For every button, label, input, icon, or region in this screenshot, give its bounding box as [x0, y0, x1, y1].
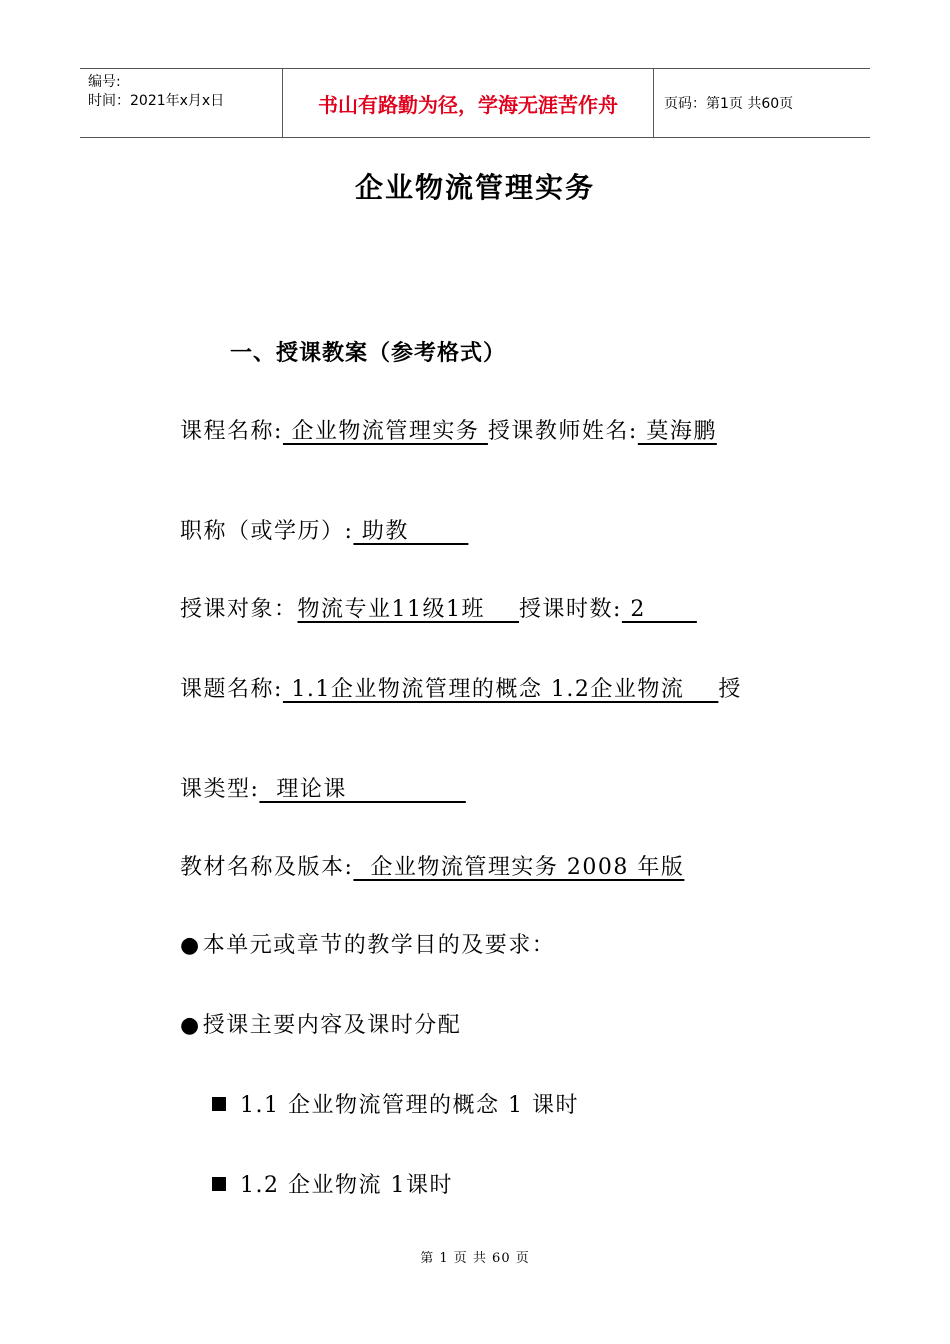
page-footer: 第 1 页 共 60 页: [420, 1251, 530, 1266]
teacher-label: 授课教师姓名:: [487, 419, 638, 444]
bullet-icon: ●: [180, 933, 201, 958]
item-text: 1.1 企业物流管理的概念 1 课时: [240, 1093, 579, 1118]
goal-text: 本单元或章节的教学目的及要求：: [202, 933, 556, 958]
book-line: [180, 850, 684, 881]
square-bullet-icon: [212, 1177, 226, 1191]
topic-tail: 授: [718, 677, 742, 702]
goal-bullet: [180, 928, 555, 959]
target-line: [180, 592, 697, 623]
list-item: [212, 1168, 453, 1199]
target-value: 物流专业11级1班: [297, 597, 519, 622]
content-text: 授课主要内容及课时分配: [202, 1013, 462, 1038]
section-title: 一、授课教案（参考格式）: [230, 340, 507, 366]
topic-label: 课题名称:: [180, 677, 283, 702]
list-item: [212, 1088, 579, 1119]
header-meta: [80, 69, 282, 137]
number-label: 编号:: [88, 74, 121, 90]
topic-value: 1.1企业物流管理的概念 1.2企业物流: [282, 677, 719, 702]
course-value: 企业物流管理实务: [282, 419, 488, 444]
topic-line: [180, 672, 742, 703]
target-label: 授课对象：: [180, 597, 298, 622]
time-label: 时间：2021年x月x日: [88, 93, 225, 109]
rank-label: 职称（或学历）:: [180, 519, 354, 544]
hours-label: 授课时数:: [518, 597, 622, 622]
item-text: 1.2 企业物流 1课时: [240, 1173, 453, 1198]
rank-line: [180, 514, 468, 545]
square-bullet-icon: [212, 1097, 226, 1111]
book-value: 企业物流管理实务 2008 年版: [353, 855, 685, 880]
document-title: 企业物流管理实务: [354, 171, 595, 204]
course-label: 课程名称:: [180, 419, 283, 444]
type-label: 课类型:: [180, 777, 260, 802]
header-page-info: 页码：第1页 共60页: [664, 96, 794, 112]
rank-value: 助教: [353, 519, 469, 544]
type-value: 理论课: [259, 777, 466, 802]
page-header: [80, 68, 870, 138]
type-line: [180, 772, 466, 803]
header-motto: 书山有路勤为径，学海无涯苦作舟: [282, 69, 654, 137]
teacher-value: 莫海鹏: [637, 419, 717, 444]
content-bullet: [180, 1008, 461, 1039]
course-line: [180, 414, 717, 445]
bullet-icon: ●: [180, 1013, 201, 1038]
book-label: 教材名称及版本:: [180, 855, 354, 880]
hours-value: 2: [621, 597, 697, 622]
